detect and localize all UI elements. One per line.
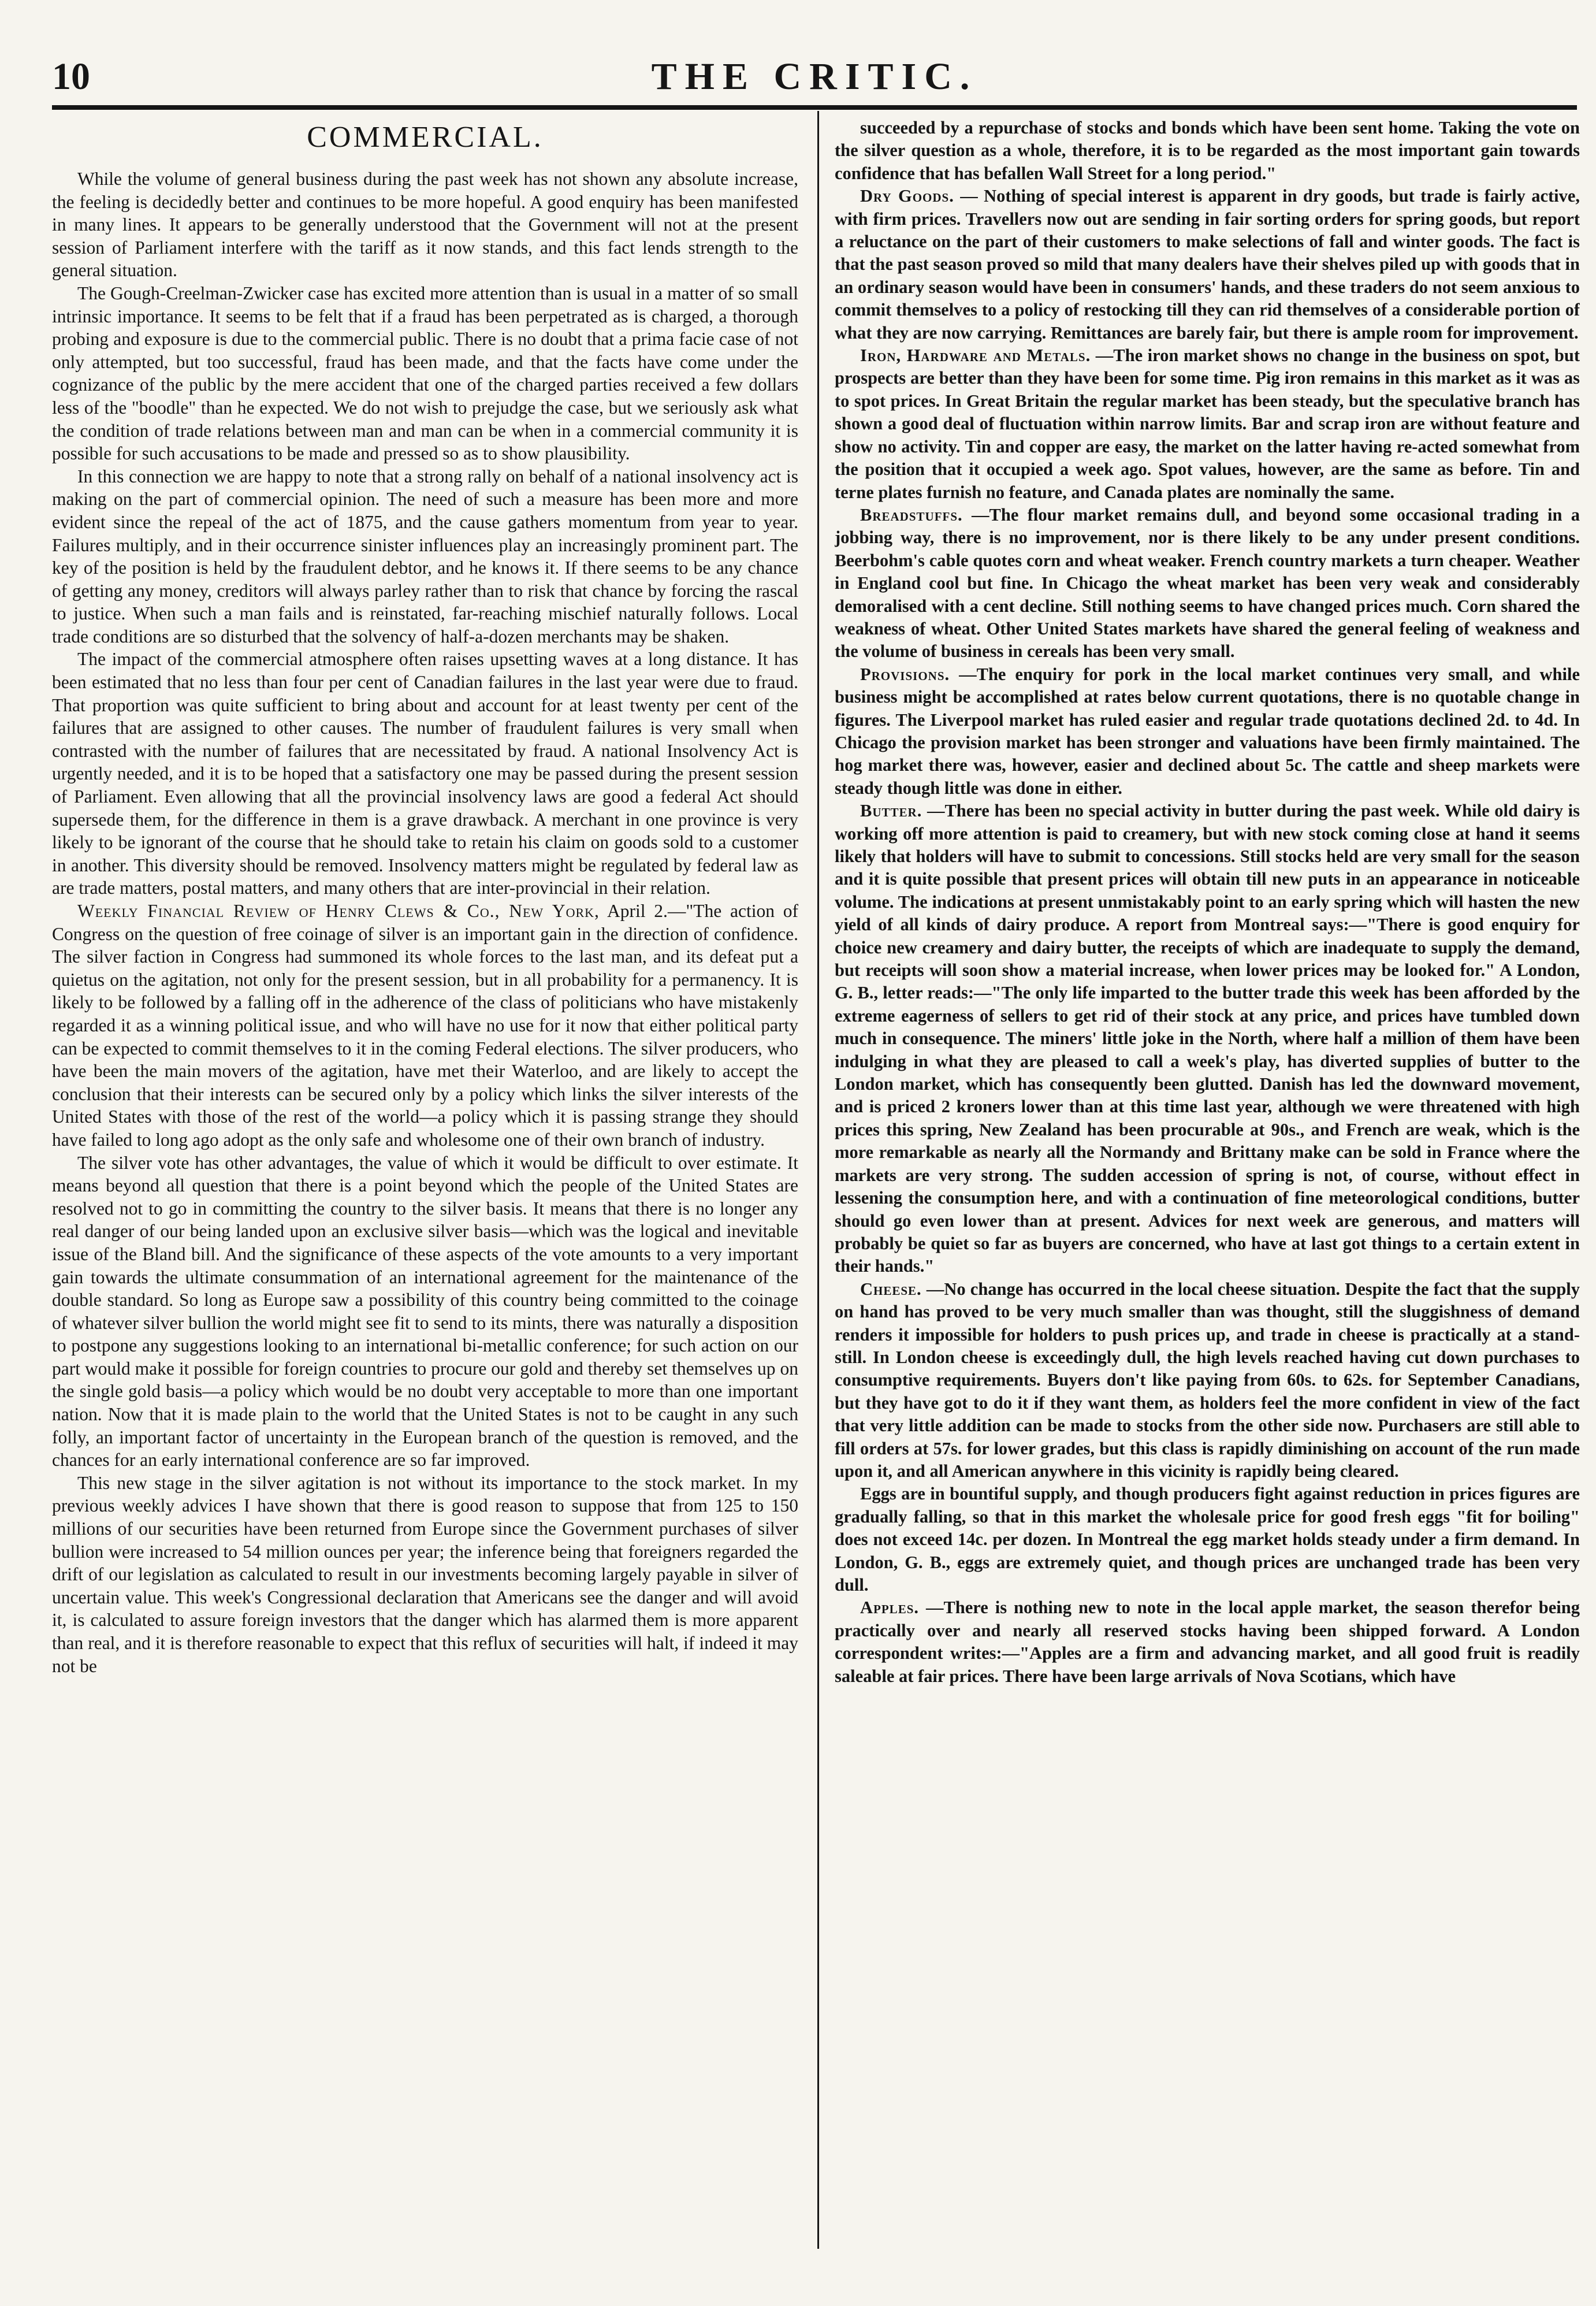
- section-title: COMMERCIAL.: [307, 121, 544, 154]
- article-paragraph: [52, 465, 798, 648]
- article-paragraph: [835, 1278, 1580, 1483]
- paragraph-lead: Iron, Hardware and Metals.: [860, 346, 1091, 366]
- article-paragraph: [52, 282, 798, 465]
- left-column: [52, 117, 798, 2249]
- article-paragraph: [835, 117, 1580, 185]
- paragraph-lead: Butter.: [860, 801, 922, 821]
- right-column: [835, 117, 1580, 2249]
- paragraph-text: —The enquiry for pork in the local market continues very small, and while business might be accomplished at rates below current quotations, there is no quotable change in figures. The Liverpool market has ruled easier and regular trade quotations declined 2d. to 4d. In Chicago the provision market has been stronger and valuations have been firmly maintained. The hog market there was, however, easier and declined about 5c. The cattle and sheep markets were steady though little was done in either.: [835, 664, 1580, 798]
- paragraph-text: Eggs are in bountiful supply, and though producers fight against reduction in prices figures are gradually falling, so that in this market the wholesale price for good fresh eggs "fit for boiling" does not exceed 14c. per dozen. In Montreal the egg market holds steady under a firm demand. In London, G. B., eggs are extremely quiet, and though prices are unchanged trade has been very dull.: [835, 1484, 1580, 1595]
- article-paragraph: [835, 1483, 1580, 1596]
- paragraph-text: This new stage in the silver agitation is not without its importance to the stock market. In my previous weekly advices I have shown that there is good reason to suppose that from 125 to 150 millions of our securities have been returned from Europe since the Government purchases of silver bullion were increased to 54 million ounces per year; the inference being that foreigners regarded the drift of our legislation as calculated to result in our investments becoming largely payable in silver of uncertain value. This week's Congressional declaration that Americans see the danger and will avoid it, is calculated to assure foreign investors that the danger which has alarmed them is more apparent than real, and it is therefore reasonable to expect that this reflux of securities will halt, if indeed it may not be: [52, 1472, 798, 1676]
- article-paragraph: [52, 1472, 798, 1677]
- paragraph-text: succeeded by a repurchase of stocks and bonds which have been sent home. Taking the vote on the silver question as a whole, therefore, it is to be regarded as the most important gain towards confidence that has befallen Wall Street for a long period.": [835, 118, 1580, 183]
- paragraph-text: —No change has occurred in the local cheese situation. Despite the fact that the supply on hand has proved to be very much smaller than was thought, still the sluggishness of demand renders it impossible for holders to push prices up, and trade in cheese is practically at a stand-still. In London cheese is exceedingly dull, the high levels reached having cut down purchases to consumptive requirements. Buyers don't like paying from 60s. to 62s. for September Canadians, but they have got to do it if they want them, as holders feel the more confident in view of the fact that very little addition can be made to stocks from the other side now. Purchasers are still able to fill orders at 57s. for lower grades, but this class is rapidly diminishing on account of the run made upon it, and all American anywhere in this vicinity is rapidly being cleared.: [835, 1279, 1580, 1481]
- paragraph-lead: Cheese.: [860, 1279, 922, 1299]
- paragraph-text: — Nothing of special interest is apparent in dry goods, but trade is fairly active, with firm prices. Travellers now out are sending in fair sorting orders for spring goods, but report a reluctance on the part of their customers to make selections of fall and winter goods. The fact is that the past season proved so mild that many dealers have their shelves piled up with goods that in an ordinary season would have been in consumers' hands, and these traders do not seem anxious to commit themselves to a policy of restocking till they can rid themselves of a considerable portion of what they are now carrying. Remittances are barely fair, but there is ample room for improvement.: [835, 186, 1580, 343]
- right-article-body: [835, 117, 1580, 1688]
- article-paragraph: [835, 663, 1580, 800]
- article-paragraph: [835, 185, 1580, 344]
- paragraph-text: The Gough-Creelman-Zwicker case has excited more attention than is usual in a matter of so small intrinsic importance. It seems to be felt that if a fraud has been perpetrated as is charged, a thorough probing and exposure is due to the commercial public. There is no doubt that a prima facie case of not only attempted, but too successful, fraud has been made, and that the facts have come under the cognizance of the public by the mere accident that one of the charged parties received a few dollars less of the "boodle" than he expected. We do not wish to prejudge the case, but we seriously ask what the condition of trade relations between man and man can be when in a commercial community it is possible for such accusations to be made and pressed so as to show plausibility.: [52, 283, 798, 464]
- header-rule: [52, 105, 1577, 110]
- article-paragraph: [835, 504, 1580, 663]
- masthead-title: THE CRITIC.: [651, 55, 978, 98]
- paragraph-lead: Breadstuffs.: [860, 504, 963, 525]
- paragraph-lead: Provisions.: [860, 664, 950, 684]
- paragraph-lead: Weekly Financial Review of Henry Clews & Co., New York,: [77, 901, 600, 921]
- article-paragraph: [835, 800, 1580, 1278]
- paragraph-lead: Dry Goods.: [860, 186, 954, 206]
- paragraph-text: The silver vote has other advantages, the value of which it would be difficult to over estimate. It means beyond all question that there is a point beyond which the people of the United States are resolved not to go in committing the country to the silver basis. It means that there is no longer any real danger of our being landed upon an exclusive silver basis—which was the logical and inevitable issue of the Bland bill. And the significance of these aspects of the vote amounts to a very important gain towards the ultimate consummation of an international agreement for the maintenance of the double standard. So long as Europe saw a possibility of this country being committed to the coinage of whatever silver bullion the world might see fit to send to its mints, there was naturally a disposition to postpone any suggestions looking to an international bi-metallic conference; for such action on our part would make it possible for foreign countries to procure our gold and thereby set themselves up on the single gold basis—a policy which would be no doubt very acceptable to more than one important nation. Now that it is made plain to the world that the United States is not to be caught in any such folly, an important factor of uncertainty in the European branch of the question is removed, and the chances for an early international conference are so far improved.: [52, 1152, 798, 1471]
- paragraph-text: —There has been no special activity in butter during the past week. While old dairy is working off more attention is paid to creamery, but with new stock coming close at hand it seems likely that holders will have to submit to concessions. Still stocks held are very small for the season and it is quite possible that present prices will obtain till new puts in an appearance in noticeable volume. The indications at present unmistakably point to an early spring which will hasten the new yield of all kinds of dairy produce. A report from Montreal says:—"There is good enquiry for choice new creamery and dairy butter, the receipts of which are inadequate to supply the demand, but receipts will soon show a material increase, when lower prices may be looked for." A London, G. B., letter reads:—"The only life imparted to the butter trade this week has been afforded by the extreme eagerness of sellers to get rid of their stock at any price, and prices have tumbled down much in consequence. The miners' little joke in the North, where half a million of them have been indulging in what they are pleased to call a week's play, has diverted supplies of butter to the London market, which has consequently been glutted. Danish has led the downward movement, and is priced 2 kroners lower than at this time last year, although we were threatened with high prices this spring, New Zealand has been procurable at 90s., and French are weak, which is the more remarkable as nearly all the Normandy and Brittany make can be sold in France where the markets are very strong. The sudden accession of spring is not, of course, without effect in lessening the consumption here, and with a continuation of fine meteorological conditions, butter should go even lower than at present. Advices for next week are generous, and matters will probably be quiet so far as buyers are concerned, who have at last got things to a certain extent in their hands.": [835, 801, 1580, 1276]
- article-paragraph: [835, 344, 1580, 504]
- page-header: [52, 51, 1577, 103]
- paragraph-text: The impact of the commercial atmosphere often raises upsetting waves at a long distance. It has been estimated that no less than four per cent of Canadian failures in the last year were due to fraud. That proportion was quite sufficient to bring about and account for at least twenty per cent of the failures that are assigned to other causes. The number of fraudulent failures is very small when contrasted with the number of failures that are necessitated by fraud. A national Insolvency Act is urgently needed, and it is to be hoped that a satisfactory one may be passed during the present session of Parliament. Even allowing that all the provincial insolvency laws are good a federal Act should supersede them, for the difference in them is a grave drawback. A merchant in one province is very likely to be ignorant of the course that he should take to retain his claim on goods sold to a customer in another. This diversity should be removed. Insolvency matters might be regulated by federal law as are trade matters, postal matters, and many others that are inter-provincial in their relation.: [52, 649, 798, 898]
- paragraph-text: April 2.—"The action of Congress on the question of free coinage of silver is an important gain in the direction of confidence. The silver faction in Congress had summoned its whole forces to the last man, and its defeat put a quietus on the agitation, not only for the present session, but in all probability for a permanency. It is likely to be followed by a falling off in the adherence of the class of politicians who have mistakenly regarded it as a winning political issue, and who will have no use for it now that either political party can be expected to commit themselves to it in the coming Federal elections. The silver producers, who have been the main movers of the agitation, have met their Waterloo, and are likely to accept the conclusion that their interests can be secured only by a policy which links the silver interests of the United States with those of the rest of the world—a policy which it is passing strange they should have failed to long ago adopt as the only safe and wholesome one of their own branch of industry.: [52, 901, 798, 1150]
- paragraph-text: —There is nothing new to note in the local apple market, the season therefor being practically over and nearly all reserved stocks having been shipped forward. A London correspondent writes:—"Apples are a firm and advancing market, and all good fruit is readily saleable at fair prices. There have been large arrivals of Nova Scotians, which have: [835, 1598, 1580, 1686]
- article-paragraph: [835, 1596, 1580, 1688]
- page-number: 10: [52, 55, 90, 98]
- paragraph-text: —The iron market shows no change in the business on spot, but prospects are better than they have been for some time. Pig iron remains in this market as it was as to spot prices. In Great Britain the regular market has been steady, but the speculative branch has shown a good deal of fluctuation within narrow limits. Bar and scrap iron are without feature and show no activity. Tin and copper are easy, the market on the latter having re-acted somewhat from the position that it occupied a week ago. Spot values, however, are the same as before. Tin and terne plates furnish no feature, and Canada plates are nominally the same.: [835, 346, 1580, 502]
- paragraph-text: —The flour market remains dull, and beyond some occasional trading in a jobbing way, there is no improvement, nor is there likely to be any under present conditions. Beerbohm's cable quotes corn and wheat weaker. French country markets a turn cheaper. Weather in England cool but fine. In Chicago the wheat market has been very weak and considerably demoralised with a cent decline. Still nothing seems to have changed prices much. Corn shared the weakness of wheat. Other United States markets have shared the general feeling of weakness and the volume of business in cereals has been very small.: [835, 504, 1580, 662]
- left-article-body: [52, 168, 798, 1677]
- column-divider: [817, 111, 819, 2249]
- paragraph-text: While the volume of general business during the past week has not shown any absolute increase, the feeling is decidedly better and continues to be more hopeful. A good enquiry has been manifested in many lines. It appears to be generally understood that the Government will not at the present session of Parliament interfere with the tariff as it now stands, and this fact lends strength to the general situation.: [52, 169, 798, 281]
- article-paragraph: [52, 1152, 798, 1472]
- article-paragraph: [52, 900, 798, 1152]
- paragraph-lead: Apples.: [860, 1598, 919, 1618]
- paragraph-text: In this connection we are happy to note that a strong rally on behalf of a national insolvency act is making on the part of commercial opinion. The need of such a measure has been more and more evident since the repeal of the act of 1875, and the cause gathers momentum from year to year. Failures multiply, and in their occurrence sinister influences play an increasingly prominent part. The key of the position is held by the fraudulent debtor, and he knows it. If there seems to be any chance of getting any money, creditors will always parley rather than to risk that chance by forcing the rascal to justice. When such a man fails and is reinstated, far-reaching mischief naturally follows. Local trade conditions are so disturbed that the solvency of half-a-dozen merchants may be shaken.: [52, 466, 798, 647]
- article-paragraph: [52, 168, 798, 282]
- article-paragraph: [52, 648, 798, 900]
